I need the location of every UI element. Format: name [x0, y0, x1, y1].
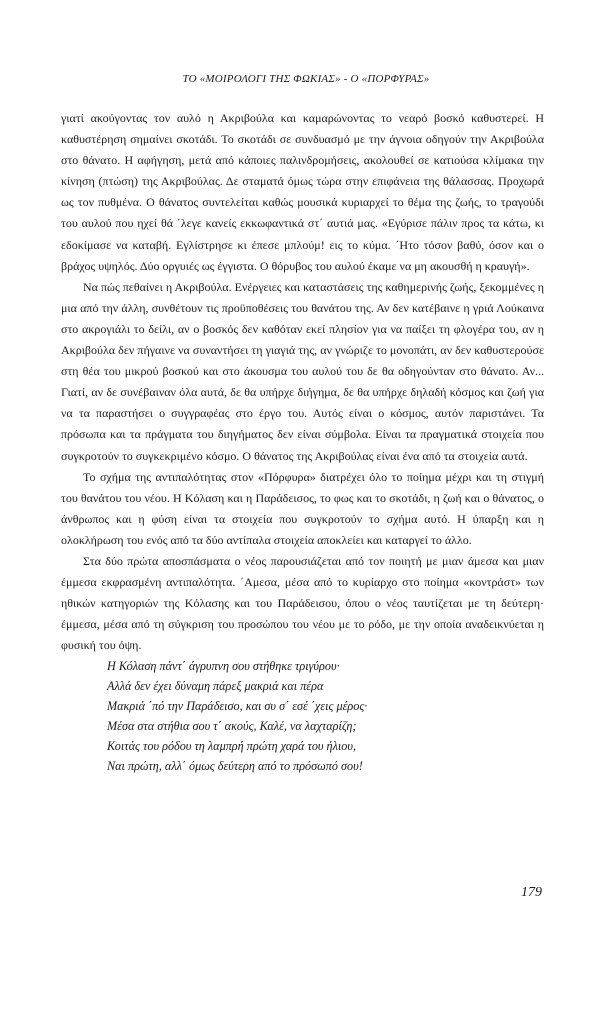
verse-line-2: Αλλά δεν έχει δύναμη πάρεξ μακριά και πέρα [107, 679, 324, 694]
paragraph-3: Το σχήμα της αντιπαλότητας στον «Πόρφυρα» διατρέχει όλο το ποίημα μέχρι και τη στιγμή του θανάτου του νέου. Η Κόλαση και η Παράδεισος, το φως και το σκοτάδι, η ζωή και ο θάνατος, ο άνθρωπος και η φύση είναι τα στοιχεία που συγκροτούν το σχήμα αυτό. Η ύπαρξη και η ολοκλήρωση του ενός από τα δύο αντίπαλα στοιχεία αποκλείει και καταργεί το άλλο. [61, 469, 544, 547]
verse-line-4: Μέσα στα στήθια σου τ΄ ακούς, Καλέ, να λαχταρίζη; [107, 719, 357, 734]
paragraph-4: Στα δύο πρώτα αποσπάσματα ο νέος παρουσιάζεται από τον ποιητή με μιαν άμεσα και μιαν έμμεσα εκφρασμένη αντιπαλότητα. ΄Αμεσα, μέσα από το κυρίαρχο στο ποίημα «κοντράστ» των ηθικών κατηγοριών της Κόλασης και του Παράδεισου, όπου ο νέος ταυτίζεται με τη δεύτερη· έμμεσα, μέσα από τη σύγκριση του προσώπου του νέου με το ρόδο, με την οποία αναδεικνύεται η φυσική του όψη. [61, 553, 544, 653]
running-head: ΤΟ «ΜΟΙΡΟΛΟΓΙ ΤΗΣ ΦΩΚΙΑΣ» - Ο «ΠΟΡΦΥΡΑΣ» [182, 73, 430, 85]
verse-line-6: Ναι πρώτη, αλλ΄ όμως δεύτερη από το πρόσωπό σου! [107, 759, 363, 774]
page-number: 179 [521, 885, 542, 900]
verse-line-1: Η Κόλαση πάντ΄ άγρυπνη σου στήθηκε τριγύρου· [107, 659, 340, 674]
verse-quotation [61, 656, 544, 776]
paragraph-2: Να πώς πεθαίνει η Ακριβούλα. Ενέργειες και καταστάσεις της καθημερινής ζωής, ξεκομμένες η μια από την άλλη, συνθέτουν τις προϋποθέσεις του θανάτου της. Αν δεν κατέβαινε η γριά Λούκαινα στο ακρογιάλι το δείλι, αν ο βοσκός δεν καθόταν εκεί πλησίον για να παίξει τη φλογέρα του, αν η Ακριβούλα δεν πήγαινε να συναντήσει τη γιαγιά της, αν γνώριζε το μονοπάτι, αν δεν καθυστερούσε στη θέα του μικρού βοσκού και στο άκουσμα του αυλού του δε θα οδηγούνταν στο θάνατο. Αν... Γιατί, αν δε συνέβαιναν όλα αυτά, δε θα υπήρχε διήγημα, δε θα υπήρχε δηλαδή κόσμος και ζωή για να τα παραστήσει ο συγγραφέας στο έργο του. Αυτός είναι ο κόσμος, αυτόν παριστάνει. Τα πρόσωπα και τα πράγματα του διηγήματος δεν είναι σύμβολα. Είναι τα πραγματικά στοιχεία που συγκροτούν το συγκεκριμένο κόσμο. Ο θάνατος της Ακριβούλας είναι ένα από τα στοιχεία αυτά. [61, 279, 544, 463]
body-text [61, 108, 544, 776]
verse-line-3: Μακριά ΄πό την Παράδεισο, και συ σ΄ εσέ ΄χεις μέρος· [107, 699, 368, 714]
paragraph-1: γιατί ακούγοντας τον αυλό η Ακριβούλα και καμαρώνοντας το νεαρό βοσκό καθυστερεί. Η καθυστέρηση σημαίνει σκοτάδι. Το σκοτάδι σε συνδυασμό με την άγνοια οδηγούν την Ακριβούλα στο θάνατο. Η αφήγηση, μετά από κάποιες παλινδρομήσεις, ακολουθεί σε κατιούσα κλίμακα την κίνηση (πτώση) της Ακριβούλας. Δε σταματά όμως τώρα στην επιφάνεια της θάλασσας. Προχωρά ως τον πυθμένα. Ο θάνατος συντελείται καθώς μουσικά κυριαρχεί το θέμα της ζωής, το τραγούδι του αυλού που ηχεί θά ΄λεγε κανείς εκκωφαντικά στ΄ αυτιά μας. «Εγύρισε πάλιν προς τα κάτω, κι εδοκίμασε να καταβή. Εγλίστρησε κι έπεσε μπλούμ! εις το κύμα. ΄Ητο τόσον βαθύ, όσον και ο βράχος υψηλός. Δύο οργυιές ως έγγιστα. Ο θόρυβος του αυλού έκαμε να μη ακουσθή η κραυγή». [61, 111, 544, 273]
verse-line-5: Κοιτάς του ρόδου τη λαμπρή πρώτη χαρά του ήλιου, [107, 739, 356, 754]
